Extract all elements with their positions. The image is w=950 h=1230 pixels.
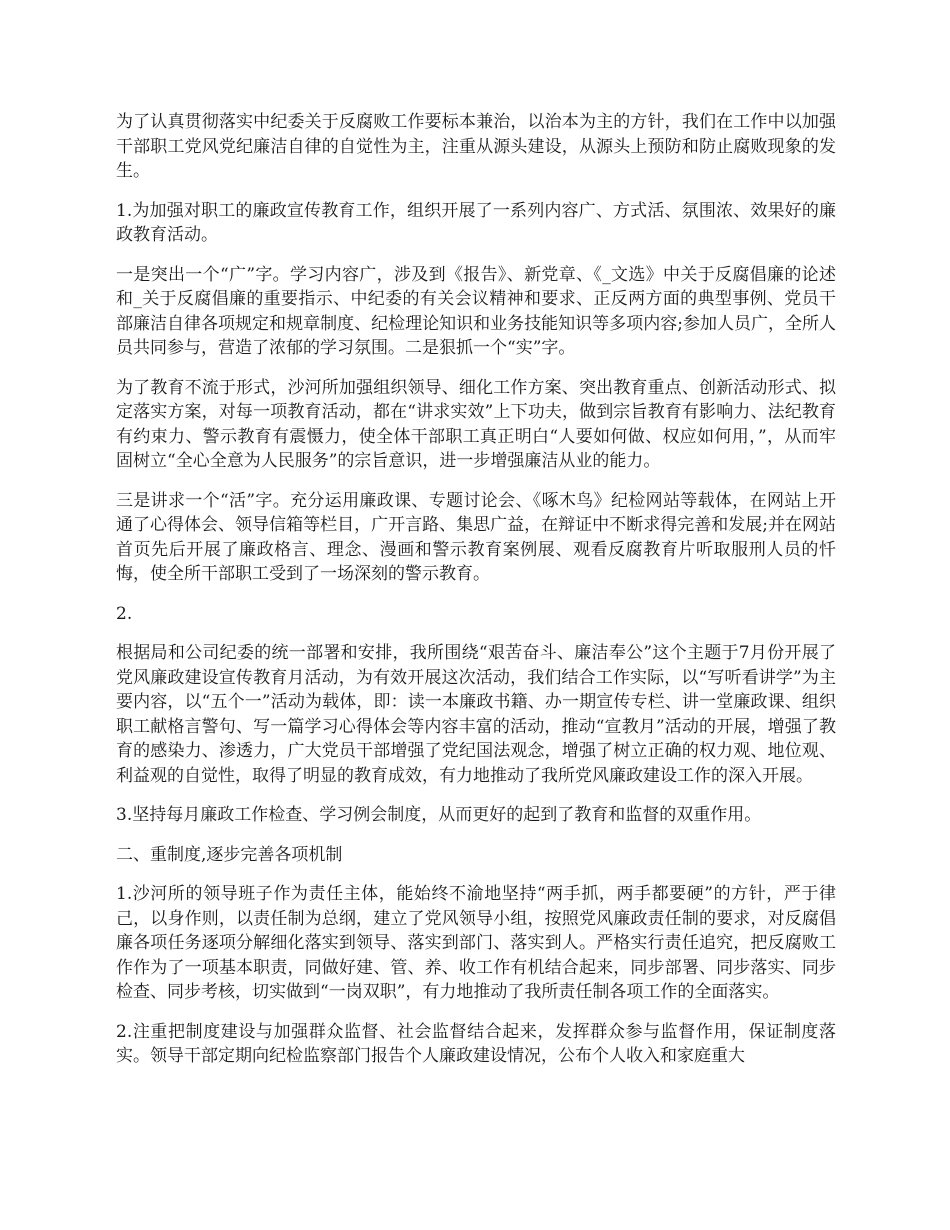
- paragraph-responsibility: 1.沙河所的领导班子作为责任主体，能始终不渝地坚持“两手抓，两手都要硬”的方针，严于律己，以身作则，以责任制为总纲，建立了党风领导小组，按照党风廉政责任制的要求，对反腐倡廉各项任务逐项分解细化落实到领导、落实到部门、落实到人。严格实行责任追究，把反腐败工作作为了一项基本职责，同做好建、管、养、收工作有机结合起来，同步部署、同步落实、同步检查、同步考核，切实做到“一岗双职”，有力地推动了我所责任制各项工作的全面落实。: [116, 884, 836, 1002]
- paragraph-item-1: 1.为加强对职工的廉政宣传教育工作，组织开展了一系列内容广、方式活、氛围浓、效果好的廉政教育活动。: [116, 200, 836, 245]
- paragraph-guang: 一是突出一个“广”字。学习内容广，涉及到《报告》、新党章、《_文选》中关于反腐倡廉的论述和_关于反腐倡廉的重要指示、中纪委的有关会议精神和要求、正反两方面的典型事例、党员干部廉洁自律各项规定和规章制度、纪检理论知识和业务技能知识等多项内容;参加人员广，全所人员共同参与，营造了浓郁的学习氛围。二是狠抓一个“实”字。: [116, 264, 836, 358]
- paragraph-huo: 三是讲求一个“活”字。充分运用廉政课、专题讨论会、《啄木鸟》纪检网站等载体，在网站上开通了心得体会、领导信箱等栏目，广开言路、集思广益，在辩证中不断求得完善和发展;并在网站首页先后开展了廉政格言、理念、漫画和警示教育案例展、观看反腐教育片听取服刑人员的忏悔，使全所干部职工受到了一场深刻的警示教育。: [116, 490, 836, 584]
- paragraph-item-2: 2.: [116, 603, 133, 624]
- section-heading-system: 二、重制度,逐步完善各项机制: [116, 844, 343, 865]
- paragraph-intro: 为了认真贯彻落实中纪委关于反腐败工作要标本兼治，以治本为主的方针，我们在工作中以加强干部职工党风党纪廉洁自律的自觉性为主，注重从源头建设，从源头上预防和防止腐败现象的发生。: [116, 112, 836, 181]
- paragraph-supervision: 2.注重把制度建设与加强群众监督、社会监督结合起来，发挥群众参与监督作用，保证制度落实。领导干部定期向纪检监察部门报告个人廉政建设情况，公布个人收入和家庭重大: [116, 1021, 836, 1066]
- paragraph-education-month: 根据局和公司纪委的统一部署和安排，我所围绕“艰苦奋斗、廉洁奉公”这个主题于7月份开展了党风廉政建设宣传教育月活动，为有效开展这次活动，我们结合工作实际，以“写听看讲学”为主要内容，以“五个一”活动为载体，即：读一本廉政书籍、办一期宣传专栏、讲一堂廉政课、组织职工献格言警句、写一篇学习心得体会等内容丰富的活动，推动“宣教月”活动的开展，增强了教育的感染力、渗透力，广大党员干部增强了党纪国法观念，增强了树立正确的权力观、地位观、利益观的自觉性，取得了明显的教育成效，有力地推动了我所党风廉政建设工作的深入开展。: [116, 643, 836, 786]
- paragraph-item-3: 3.坚持每月廉政工作检查、学习例会制度，从而更好的起到了教育和监督的双重作用。: [116, 805, 762, 825]
- paragraph-shi: 为了教育不流于形式，沙河所加强组织领导、细化工作方案、突出教育重点、创新活动形式、拟定落实方案，对每一项教育活动，都在“讲求实效”上下功夫，做到宗旨教育有影响力、法纪教育有约束力、警示教育有震慑力，使全体干部职工真正明白“人要如何做、权应如何用，”，从而牢固树立“全心全意为人民服务”的宗旨意识，进一步增强廉洁从业的能力。: [116, 377, 836, 471]
